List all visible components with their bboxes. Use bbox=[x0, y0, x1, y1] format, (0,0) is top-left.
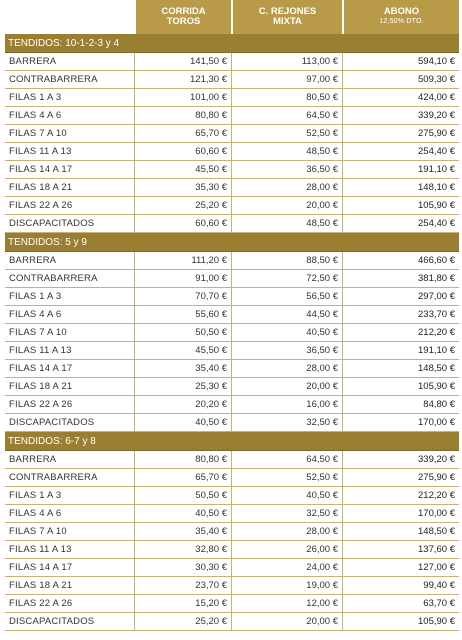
table-row bbox=[5, 143, 459, 161]
table-row bbox=[5, 360, 459, 378]
price-rejones-mixta: 52,50 € bbox=[231, 469, 342, 487]
price-corrida-toros: 141,50 € bbox=[134, 53, 231, 71]
row-label: FILAS 1 A 3 bbox=[5, 288, 134, 306]
price-abono: 127,00 € bbox=[342, 559, 459, 577]
price-rejones-mixta: 19,00 € bbox=[231, 577, 342, 595]
table-row bbox=[5, 107, 459, 125]
row-label: FILAS 14 A 17 bbox=[5, 360, 134, 378]
price-abono: 466,60 € bbox=[342, 252, 459, 270]
row-label: FILAS 7 A 10 bbox=[5, 125, 134, 143]
row-label: FILAS 7 A 10 bbox=[5, 523, 134, 541]
price-abono: 99,40 € bbox=[342, 577, 459, 595]
price-rejones-mixta: 28,00 € bbox=[231, 360, 342, 378]
table-row bbox=[5, 577, 459, 595]
section-row bbox=[5, 233, 459, 252]
header-abono bbox=[342, 0, 459, 34]
price-rejones-mixta: 24,00 € bbox=[231, 559, 342, 577]
price-abono: 137,60 € bbox=[342, 541, 459, 559]
price-rejones-mixta: 40,50 € bbox=[231, 487, 342, 505]
price-abono: 275,90 € bbox=[342, 469, 459, 487]
price-table bbox=[5, 0, 459, 631]
price-abono: 105,90 € bbox=[342, 613, 459, 631]
price-abono: 84,80 € bbox=[342, 396, 459, 414]
row-label: CONTRABARRERA bbox=[5, 270, 134, 288]
price-abono: 212,20 € bbox=[342, 487, 459, 505]
table-row bbox=[5, 71, 459, 89]
price-rejones-mixta: 28,00 € bbox=[231, 179, 342, 197]
price-rejones-mixta: 48,50 € bbox=[231, 215, 342, 233]
price-rejones-mixta: 113,00 € bbox=[231, 53, 342, 71]
price-rejones-mixta: 32,50 € bbox=[231, 505, 342, 523]
row-label: FILAS 4 A 6 bbox=[5, 306, 134, 324]
price-corrida-toros: 35,30 € bbox=[134, 179, 231, 197]
price-rejones-mixta: 36,50 € bbox=[231, 342, 342, 360]
price-rejones-mixta: 72,50 € bbox=[231, 270, 342, 288]
price-corrida-toros: 25,20 € bbox=[134, 613, 231, 631]
price-corrida-toros: 111,20 € bbox=[134, 252, 231, 270]
price-abono: 191,10 € bbox=[342, 161, 459, 179]
header-abono-line1: ABONO bbox=[383, 6, 420, 17]
row-label: DISCAPACITADOS bbox=[5, 613, 134, 631]
header-blank-cell bbox=[5, 0, 134, 34]
price-corrida-toros: 70,70 € bbox=[134, 288, 231, 306]
row-label: FILAS 22 A 26 bbox=[5, 396, 134, 414]
price-abono: 424,00 € bbox=[342, 89, 459, 107]
header-corrida-toros bbox=[134, 0, 231, 34]
row-label: FILAS 7 A 10 bbox=[5, 324, 134, 342]
section-row bbox=[5, 432, 459, 451]
price-rejones-mixta: 56,50 € bbox=[231, 288, 342, 306]
table-row bbox=[5, 451, 459, 469]
header-corrida-line2: TOROS bbox=[166, 16, 201, 27]
price-abono: 212,20 € bbox=[342, 324, 459, 342]
price-abono: 63,70 € bbox=[342, 595, 459, 613]
table-row bbox=[5, 559, 459, 577]
price-abono: 105,90 € bbox=[342, 378, 459, 396]
price-rejones-mixta: 28,00 € bbox=[231, 523, 342, 541]
price-abono: 191,10 € bbox=[342, 342, 459, 360]
row-label: FILAS 14 A 17 bbox=[5, 559, 134, 577]
price-corrida-toros: 50,50 € bbox=[134, 487, 231, 505]
price-corrida-toros: 101,00 € bbox=[134, 89, 231, 107]
table-row bbox=[5, 469, 459, 487]
row-label: FILAS 18 A 21 bbox=[5, 577, 134, 595]
price-corrida-toros: 80,80 € bbox=[134, 107, 231, 125]
price-abono: 170,00 € bbox=[342, 414, 459, 432]
price-abono: 254,40 € bbox=[342, 143, 459, 161]
row-label: DISCAPACITADOS bbox=[5, 414, 134, 432]
table-row bbox=[5, 541, 459, 559]
section-row bbox=[5, 34, 459, 53]
section-title: TENDIDOS: 5 y 9 bbox=[5, 233, 459, 252]
table-row bbox=[5, 197, 459, 215]
table-header bbox=[5, 0, 459, 34]
price-corrida-toros: 35,40 € bbox=[134, 360, 231, 378]
price-rejones-mixta: 20,00 € bbox=[231, 613, 342, 631]
price-abono: 170,00 € bbox=[342, 505, 459, 523]
section-title: TENDIDOS: 10-1-2-3 y 4 bbox=[5, 34, 459, 53]
row-label: FILAS 1 A 3 bbox=[5, 89, 134, 107]
table-row bbox=[5, 270, 459, 288]
row-label: CONTRABARRERA bbox=[5, 469, 134, 487]
price-rejones-mixta: 88,50 € bbox=[231, 252, 342, 270]
price-abono: 275,90 € bbox=[342, 125, 459, 143]
price-corrida-toros: 55,60 € bbox=[134, 306, 231, 324]
price-corrida-toros: 65,70 € bbox=[134, 125, 231, 143]
price-rejones-mixta: 20,00 € bbox=[231, 197, 342, 215]
header-rejones-mixta bbox=[231, 0, 342, 34]
table-row bbox=[5, 215, 459, 233]
price-abono: 297,00 € bbox=[342, 288, 459, 306]
table-row bbox=[5, 523, 459, 541]
price-corrida-toros: 25,30 € bbox=[134, 378, 231, 396]
table-row bbox=[5, 613, 459, 631]
row-label: FILAS 14 A 17 bbox=[5, 161, 134, 179]
price-corrida-toros: 15,20 € bbox=[134, 595, 231, 613]
row-label: FILAS 11 A 13 bbox=[5, 342, 134, 360]
table-row bbox=[5, 288, 459, 306]
price-abono: 509,30 € bbox=[342, 71, 459, 89]
row-label: FILAS 11 A 13 bbox=[5, 541, 134, 559]
section-title: TENDIDOS: 6-7 y 8 bbox=[5, 432, 459, 451]
table-row bbox=[5, 595, 459, 613]
price-rejones-mixta: 44,50 € bbox=[231, 306, 342, 324]
row-label: BARRERA bbox=[5, 252, 134, 270]
price-corrida-toros: 121,30 € bbox=[134, 71, 231, 89]
table-row bbox=[5, 342, 459, 360]
table-row bbox=[5, 487, 459, 505]
price-abono: 148,50 € bbox=[342, 523, 459, 541]
row-label: FILAS 4 A 6 bbox=[5, 505, 134, 523]
header-corrida-line1: CORRIDA bbox=[161, 6, 206, 17]
price-corrida-toros: 60,60 € bbox=[134, 215, 231, 233]
price-corrida-toros: 23,70 € bbox=[134, 577, 231, 595]
row-label: FILAS 1 A 3 bbox=[5, 487, 134, 505]
table-row bbox=[5, 306, 459, 324]
row-label: CONTRABARRERA bbox=[5, 71, 134, 89]
price-corrida-toros: 50,50 € bbox=[134, 324, 231, 342]
price-corrida-toros: 25,20 € bbox=[134, 197, 231, 215]
price-corrida-toros: 30,30 € bbox=[134, 559, 231, 577]
table-row bbox=[5, 179, 459, 197]
price-corrida-toros: 45,50 € bbox=[134, 161, 231, 179]
table-row bbox=[5, 89, 459, 107]
price-corrida-toros: 91,00 € bbox=[134, 270, 231, 288]
table-body bbox=[5, 34, 459, 631]
price-corrida-toros: 65,70 € bbox=[134, 469, 231, 487]
price-corrida-toros: 35,40 € bbox=[134, 523, 231, 541]
price-rejones-mixta: 64,50 € bbox=[231, 451, 342, 469]
table-row bbox=[5, 414, 459, 432]
price-abono: 339,20 € bbox=[342, 451, 459, 469]
price-corrida-toros: 80,80 € bbox=[134, 451, 231, 469]
row-label: FILAS 22 A 26 bbox=[5, 197, 134, 215]
table-row bbox=[5, 505, 459, 523]
price-rejones-mixta: 40,50 € bbox=[231, 324, 342, 342]
row-label: FILAS 22 A 26 bbox=[5, 595, 134, 613]
price-corrida-toros: 40,50 € bbox=[134, 505, 231, 523]
price-table-page bbox=[5, 0, 459, 631]
price-abono: 339,20 € bbox=[342, 107, 459, 125]
table-row bbox=[5, 161, 459, 179]
price-rejones-mixta: 97,00 € bbox=[231, 71, 342, 89]
price-rejones-mixta: 32,50 € bbox=[231, 414, 342, 432]
row-label: BARRERA bbox=[5, 451, 134, 469]
price-rejones-mixta: 26,00 € bbox=[231, 541, 342, 559]
row-label: BARRERA bbox=[5, 53, 134, 71]
price-corrida-toros: 60,60 € bbox=[134, 143, 231, 161]
price-abono: 233,70 € bbox=[342, 306, 459, 324]
price-abono: 381,80 € bbox=[342, 270, 459, 288]
price-rejones-mixta: 64,50 € bbox=[231, 107, 342, 125]
price-corrida-toros: 32,80 € bbox=[134, 541, 231, 559]
price-rejones-mixta: 52,50 € bbox=[231, 125, 342, 143]
table-row bbox=[5, 53, 459, 71]
header-abono-discount: 12,50% DTO. bbox=[379, 18, 424, 25]
price-rejones-mixta: 36,50 € bbox=[231, 161, 342, 179]
table-row bbox=[5, 378, 459, 396]
price-corrida-toros: 45,50 € bbox=[134, 342, 231, 360]
price-corrida-toros: 40,50 € bbox=[134, 414, 231, 432]
price-corrida-toros: 20,20 € bbox=[134, 396, 231, 414]
table-row bbox=[5, 324, 459, 342]
price-rejones-mixta: 48,50 € bbox=[231, 143, 342, 161]
price-abono: 148,50 € bbox=[342, 360, 459, 378]
row-label: FILAS 11 A 13 bbox=[5, 143, 134, 161]
price-abono: 148,10 € bbox=[342, 179, 459, 197]
row-label: FILAS 4 A 6 bbox=[5, 107, 134, 125]
price-abono: 594,10 € bbox=[342, 53, 459, 71]
table-row bbox=[5, 125, 459, 143]
price-rejones-mixta: 12,00 € bbox=[231, 595, 342, 613]
price-abono: 254,40 € bbox=[342, 215, 459, 233]
price-rejones-mixta: 80,50 € bbox=[231, 89, 342, 107]
row-label: FILAS 18 A 21 bbox=[5, 179, 134, 197]
table-row bbox=[5, 252, 459, 270]
row-label: FILAS 18 A 21 bbox=[5, 378, 134, 396]
header-rejones-line2: MIXTA bbox=[273, 16, 302, 27]
price-rejones-mixta: 20,00 € bbox=[231, 378, 342, 396]
row-label: DISCAPACITADOS bbox=[5, 215, 134, 233]
header-rejones-line1: C. REJONES bbox=[258, 6, 317, 17]
price-rejones-mixta: 16,00 € bbox=[231, 396, 342, 414]
table-row bbox=[5, 396, 459, 414]
price-abono: 105,90 € bbox=[342, 197, 459, 215]
